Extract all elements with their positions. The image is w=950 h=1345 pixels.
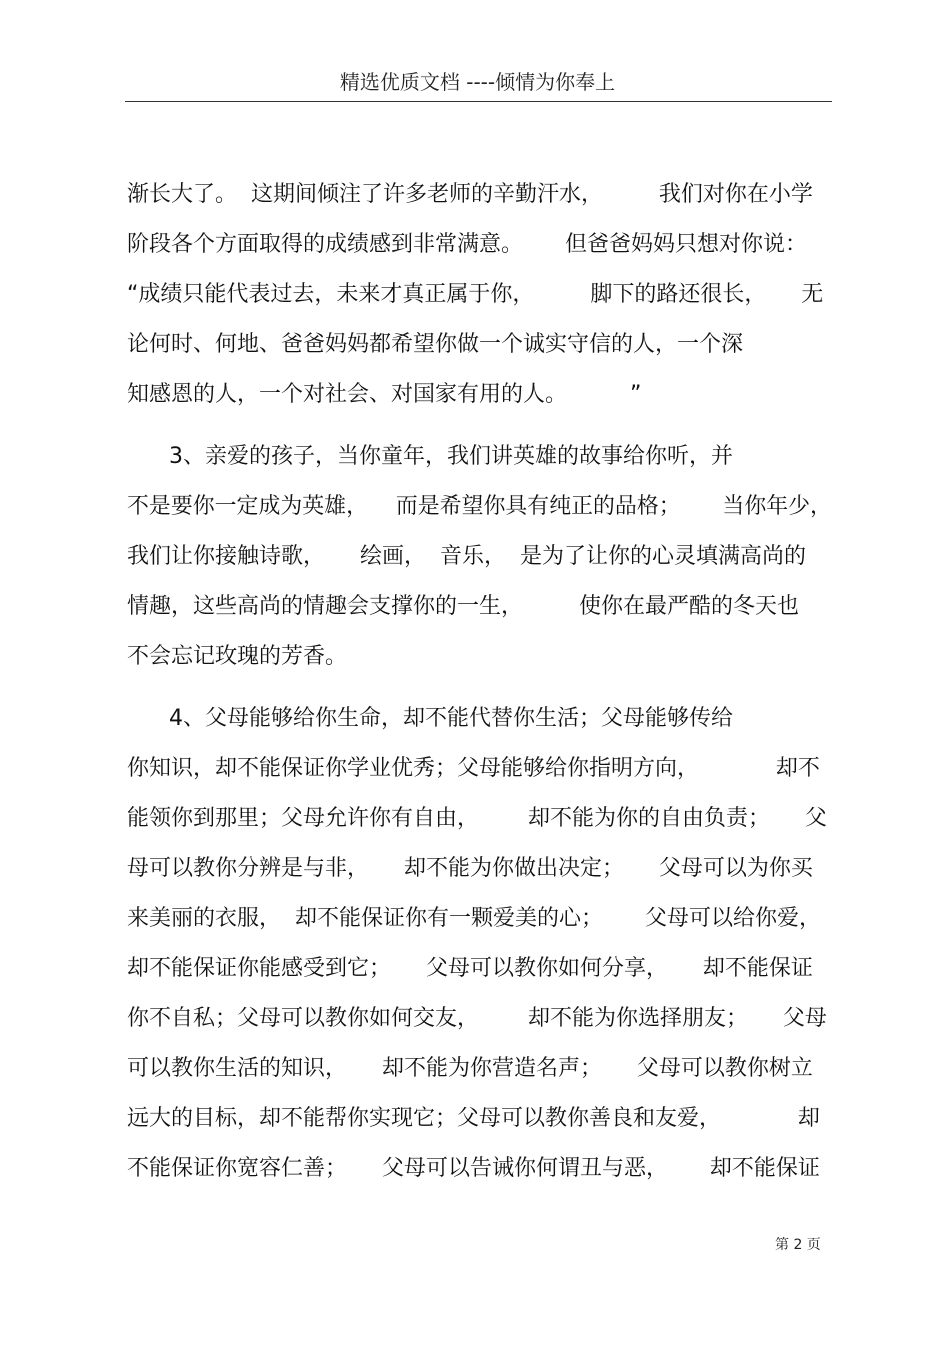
text-line: 3、亲爱的孩子，当你童年，我们讲英雄的故事给你听，并 bbox=[127, 444, 733, 469]
text-line: 能领你到那里；父母允许你有自由， 却不能为你的自由负责； 父 bbox=[127, 806, 827, 831]
text-line: 论何时、何地、爸爸妈妈都希望你做一个诚实守信的人，一个深 bbox=[127, 332, 744, 357]
header-divider bbox=[125, 101, 832, 102]
header-subtitle: ----倾情为你奉上 bbox=[466, 70, 616, 94]
text-line: 知感恩的人，一个对社会、对国家有用的人。 ” bbox=[127, 382, 642, 407]
text-line: 我们让你接触诗歌， 绘画， 音乐， 是为了让你的心灵填满高尚的 bbox=[127, 544, 806, 569]
text-line: 不会忘记玫瑰的芳香。 bbox=[127, 644, 348, 669]
text-line: 却不能保证你能感受到它； 父母可以教你如何分享， 却不能保证 bbox=[127, 956, 813, 981]
text-line: 情趣，这些高尚的情趣会支撑你的一生， 使你在最严酷的冬天也 bbox=[127, 594, 799, 619]
page-number: 第 2 页 bbox=[775, 1237, 821, 1253]
text-line: 4、父母能够给你生命，却不能代替你生活；父母能够传给 bbox=[127, 706, 733, 731]
text-line: 渐长大了。 这期间倾注了许多老师的辛勤汗水， 我们对你在小学 bbox=[127, 182, 813, 207]
text-line: 阶段各个方面取得的成绩感到非常满意。 但爸爸妈妈只想对你说： bbox=[127, 232, 807, 257]
text-line: 母可以教你分辨是与非， 却不能为你做出决定； 父母可以为你买 bbox=[127, 856, 813, 881]
text-line: 你不自私；父母可以教你如何交友， 却不能为你选择朋友； 父母 bbox=[127, 1006, 827, 1031]
text-line: 远大的目标，却不能帮你实现它；父母可以教你善良和友爱， 却 bbox=[127, 1106, 820, 1131]
text-line: 不能保证你宽容仁善； 父母可以告诫你何谓丑与恶， 却不能保证 bbox=[127, 1156, 820, 1181]
text-line: 不是要你一定成为英雄， 而是希望你具有纯正的品格； 当你年少， bbox=[127, 494, 832, 519]
page-header bbox=[125, 68, 830, 96]
header-title: 精选优质文档 bbox=[339, 70, 460, 94]
text-line: 你知识，却不能保证你学业优秀；父母能够给你指明方向， 却不 bbox=[127, 756, 820, 781]
text-line: “成绩只能代表过去，未来才真正属于你， 脚下的路还很长， 无 bbox=[127, 282, 824, 307]
text-line: 可以教你生活的知识， 却不能为你营造名声； 父母可以教你树立 bbox=[127, 1056, 813, 1081]
text-line: 来美丽的衣服， 却不能保证你有一颗爱美的心； 父母可以给你爱， bbox=[127, 906, 821, 931]
